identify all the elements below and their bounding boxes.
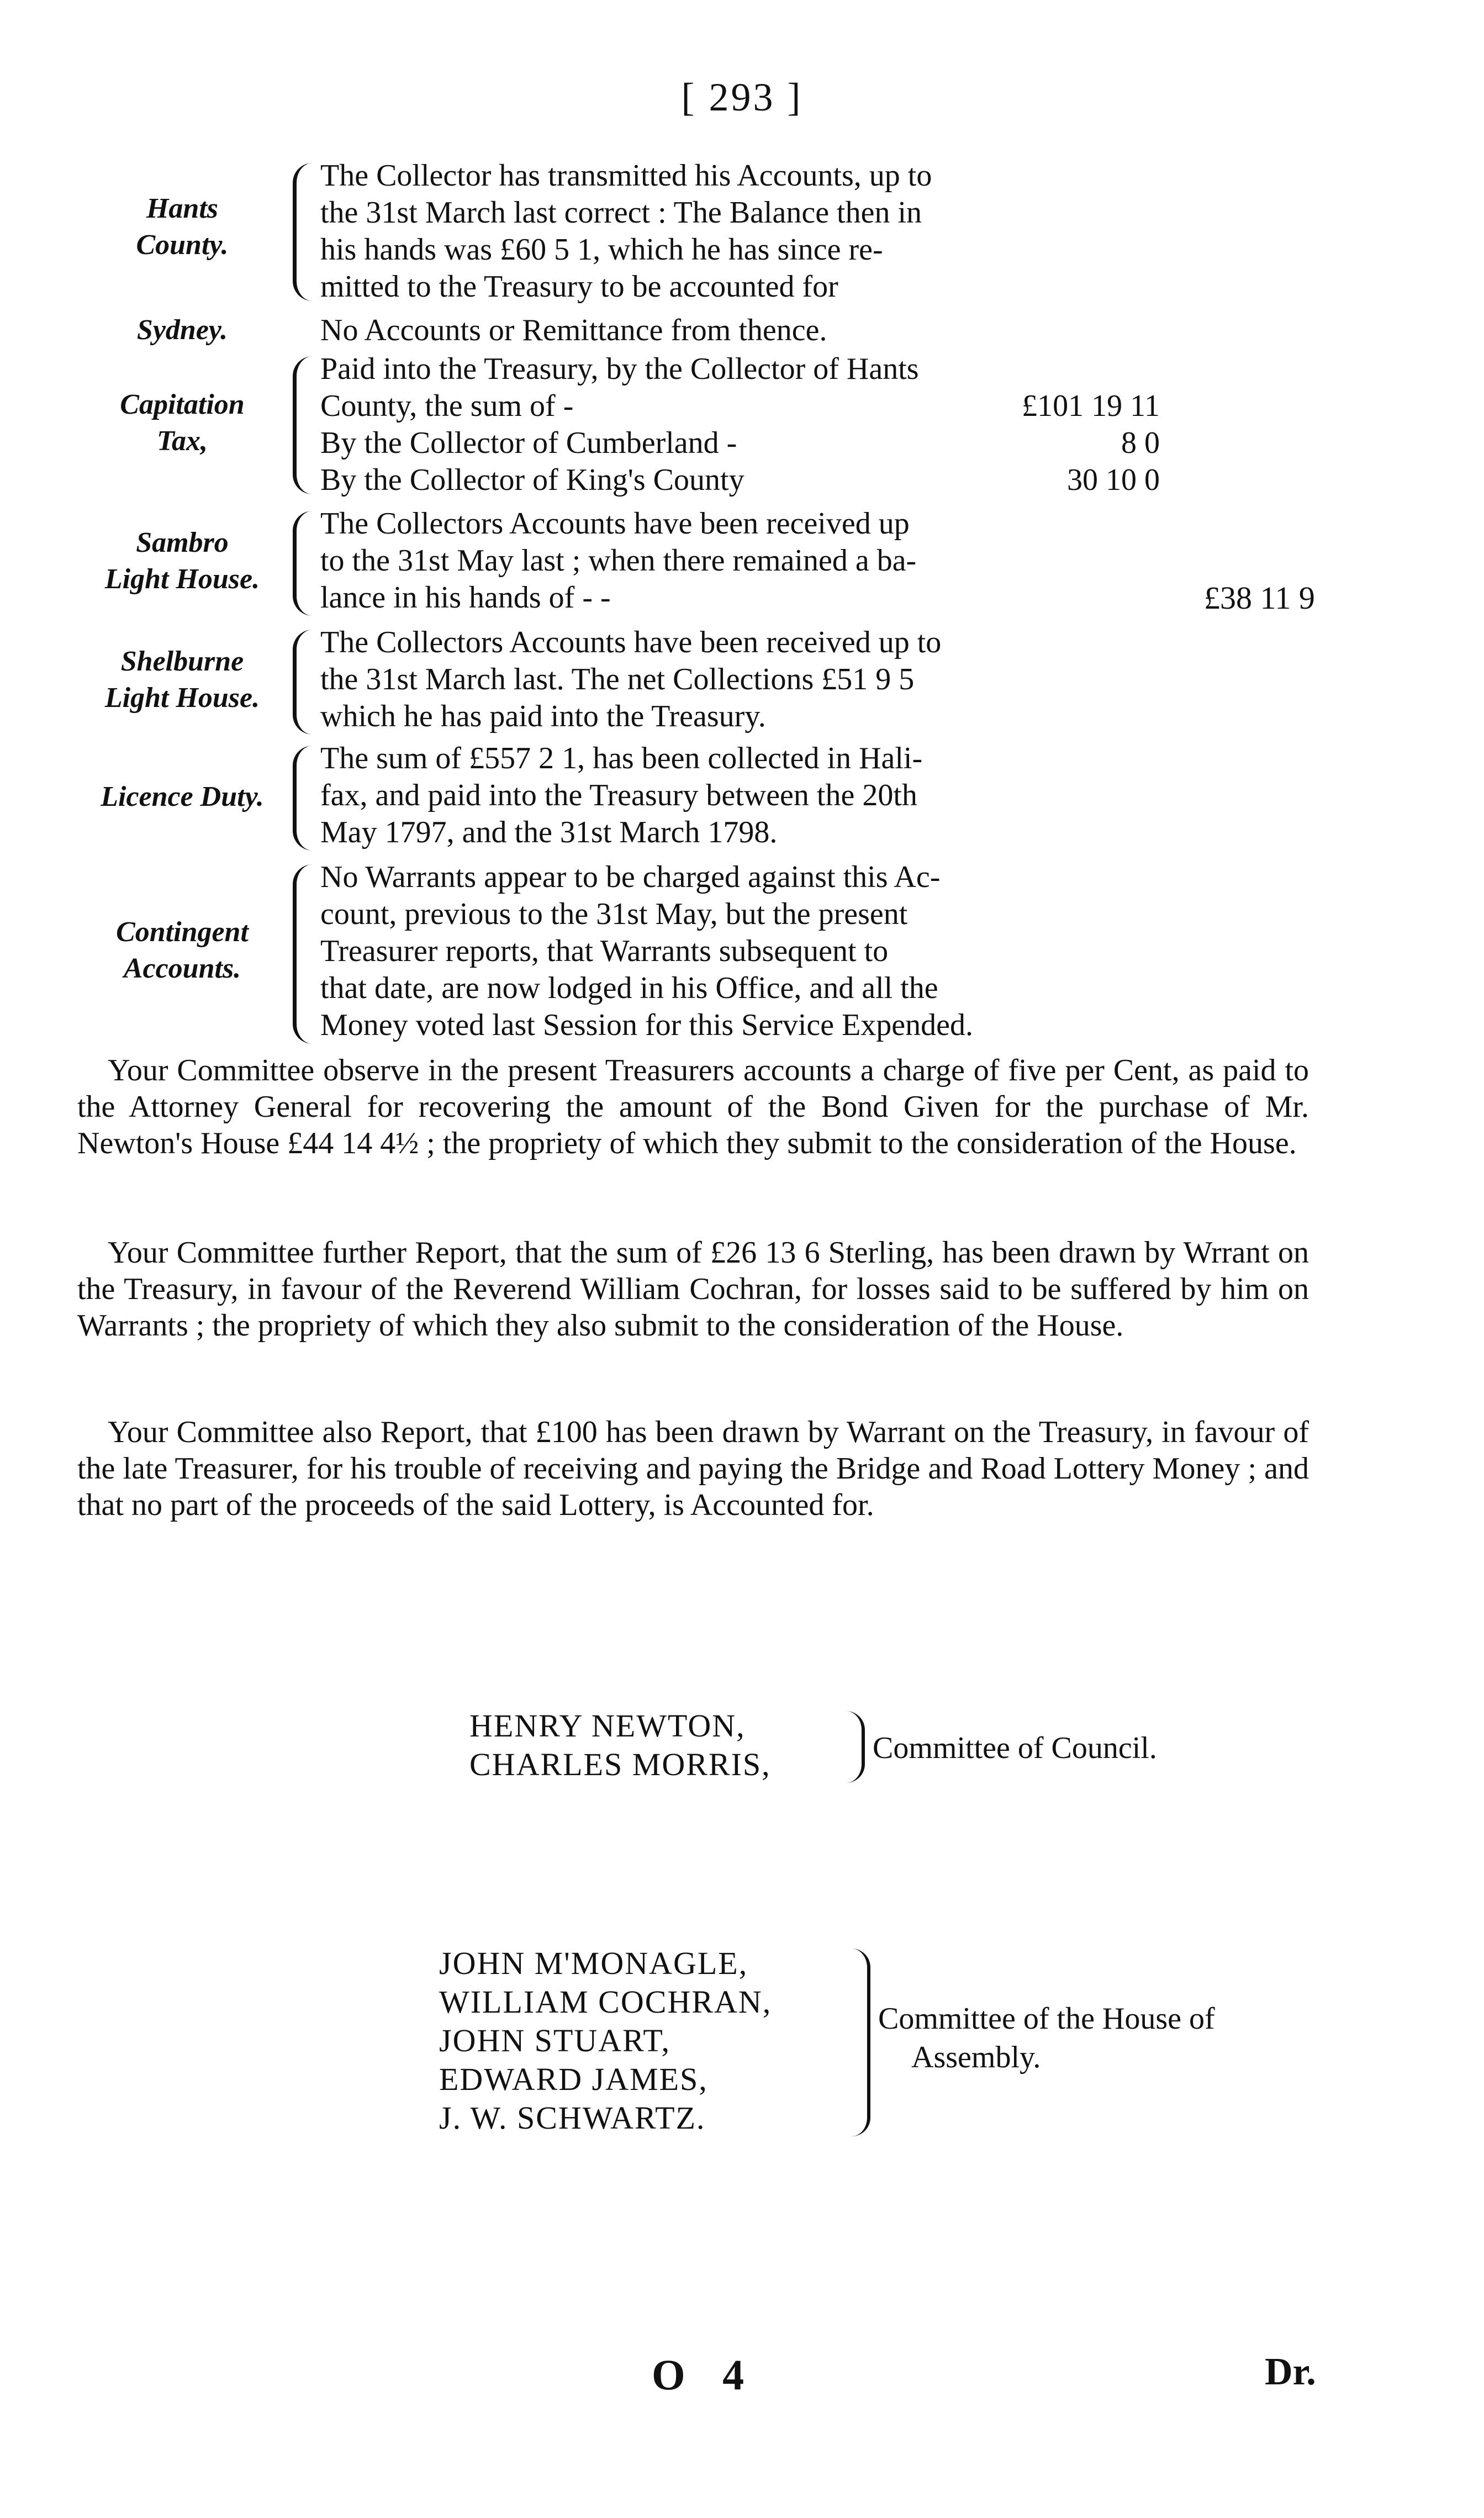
role-line: Assembly.: [911, 2040, 1041, 2074]
assembly-names: [439, 1944, 772, 2137]
entry-line: Treasurer reports, that Warrants subsequent to: [320, 934, 889, 968]
assembly-signature-block: [439, 1944, 1450, 2154]
brace: [845, 1711, 865, 1783]
entry-line: to the 31st May last ; when there remained a ba-: [320, 543, 917, 578]
label-line: Contingent: [116, 916, 249, 948]
entry-body: [320, 505, 1160, 616]
entry-body: [320, 859, 1160, 1044]
row-amount: 30 10 0: [1067, 463, 1160, 497]
entry-label: [77, 914, 287, 987]
paragraph-lottery: Your Committee also Report, that £100 has been drawn by Warrant on the Treasury, in favour of the late Treasurer, for his trouble of receiving and paying the Bridge and Road Lottery Money ; and that no part of the proceeds of the said Lottery, is Accounted for.: [77, 1415, 1309, 1522]
label-line: Light House.: [104, 682, 260, 714]
amount-row: [320, 462, 1160, 499]
entry-line: which he has paid into the Treasury.: [320, 699, 766, 733]
entry-label: [77, 525, 287, 598]
entry-line: fax, and paid into the Treasury between the 20th: [320, 778, 917, 812]
signatory-name: HENRY NEWTON,: [469, 1708, 746, 1744]
entry-line: count, previous to the 31st May, but the present: [320, 897, 908, 931]
brace: [293, 511, 316, 616]
signatory-name: EDWARD JAMES,: [439, 2061, 708, 2097]
entry-licence-duty: [77, 740, 1403, 856]
entry-line: Paid into the Treasury, by the Collector of Hants: [320, 352, 919, 386]
signatory-name: WILLIAM COCHRAN,: [439, 1984, 772, 2020]
label-line: Licence Duty.: [101, 781, 264, 812]
amount-row: [320, 425, 1160, 462]
assembly-role: [878, 1999, 1215, 2077]
council-signature-block: [469, 1707, 1353, 1795]
entry-line: No Warrants appear to be charged against this Ac-: [320, 860, 941, 894]
entry-body: [320, 624, 1160, 735]
label-line: County.: [136, 229, 229, 261]
entry-label: [77, 643, 287, 716]
entry-label: [77, 387, 287, 460]
entry-line: No Accounts or Remittance from thence.: [320, 313, 827, 347]
entry-line: mitted to the Treasury to be accounted for: [320, 270, 838, 304]
brace: [851, 1949, 870, 2136]
entry-line: that date, are now lodged in his Office, and all the: [320, 971, 938, 1005]
label-line: Sambro: [136, 527, 229, 558]
entry-line: May 1797, and the 31st March 1798.: [320, 815, 778, 849]
label-line: Hants: [146, 193, 219, 224]
catchword: Dr.: [1265, 2351, 1316, 2393]
row-text: By the Collector of Cumberland -: [320, 426, 737, 460]
row-amount: £101 19 11: [1022, 389, 1160, 423]
entry-hants-county: [77, 157, 1403, 307]
entry-line: The Collector has transmitted his Accounts, up to: [320, 159, 932, 193]
signatory-name: J. W. SCHWARTZ.: [439, 2100, 706, 2136]
printer-signature-mark: O 4: [652, 2351, 758, 2399]
entry-line: the 31st March last. The net Collections £51 9 5: [320, 662, 915, 696]
brace: [293, 630, 316, 735]
brace: [293, 163, 316, 301]
entry-label: [77, 312, 287, 349]
row-text: County, the sum of -: [320, 389, 574, 423]
entry-body: [320, 312, 1160, 349]
entry-body: [320, 351, 1160, 499]
label-line: Shelburne: [120, 646, 244, 677]
row-text: By the Collector of King's County: [320, 463, 744, 497]
role-line: Committee of the House of: [878, 2002, 1215, 2036]
row-amount: 8 0: [1121, 426, 1160, 460]
label-line: Light House.: [104, 563, 260, 595]
entry-body: [320, 157, 1160, 305]
label-line: Sydney.: [136, 314, 228, 346]
entry-sambro-light-house: [77, 505, 1403, 621]
paragraph-sterling-warrant: Your Committee further Report, that the sum of £26 13 6 Sterling, has been drawn by Wrrant on the Treasury, in favour of the Reverend William Cochran, for losses said to be suffered by him on Warrants ; the propriety of which they also submit to the consideration of the House.: [77, 1236, 1309, 1343]
entry-line: his hands was £60 5 1, which he has since re-: [320, 233, 883, 267]
council-names: [469, 1707, 771, 1784]
brace: [293, 746, 316, 851]
signatory-name: CHARLES MORRIS,: [469, 1746, 771, 1782]
entry-line: lance in his hands of - -: [320, 580, 611, 615]
entry-sydney: [77, 312, 1403, 351]
entry-line: The Collectors Accounts have been received up to: [320, 625, 942, 659]
signatory-name: JOHN M'MONAGLE,: [439, 1945, 748, 1981]
entry-line: Money voted last Session for this Service Expended.: [320, 1008, 974, 1042]
entry-label: [77, 779, 287, 815]
label-line: Accounts.: [123, 953, 241, 984]
signatory-name: JOHN STUART,: [439, 2023, 671, 2058]
entry-contingent-accounts: [77, 859, 1403, 1049]
amount-row: [320, 388, 1160, 425]
page-number: [ 293 ]: [681, 75, 803, 119]
council-role: Committee of Council.: [873, 1731, 1157, 1765]
entry-body: [320, 740, 1160, 851]
label-line: Capitation: [120, 389, 245, 420]
entry-line: The sum of £557 2 1, has been collected in Hali-: [320, 741, 923, 775]
entry-line: the 31st March last correct : The Balance then in: [320, 196, 922, 230]
label-line: Tax,: [157, 425, 208, 457]
entry-capitation-tax: [77, 351, 1403, 500]
entry-line: The Collectors Accounts have been received up: [320, 506, 910, 541]
brace: [293, 356, 316, 494]
brace: [293, 864, 316, 1044]
paragraph-five-per-cent: Your Committee observe in the present Treasurers accounts a charge of five per Cent, as paid to the Attorney General for recovering the amount of the Bond Given for the purchase of Mr. Newton's House £44 14 4½ ; the propriety of which they submit to the consideration of the House.: [77, 1053, 1309, 1160]
entry-shelburne-light-house: [77, 624, 1403, 740]
entry-label: [77, 191, 287, 263]
side-amount: £38 11 9: [1204, 580, 1315, 616]
